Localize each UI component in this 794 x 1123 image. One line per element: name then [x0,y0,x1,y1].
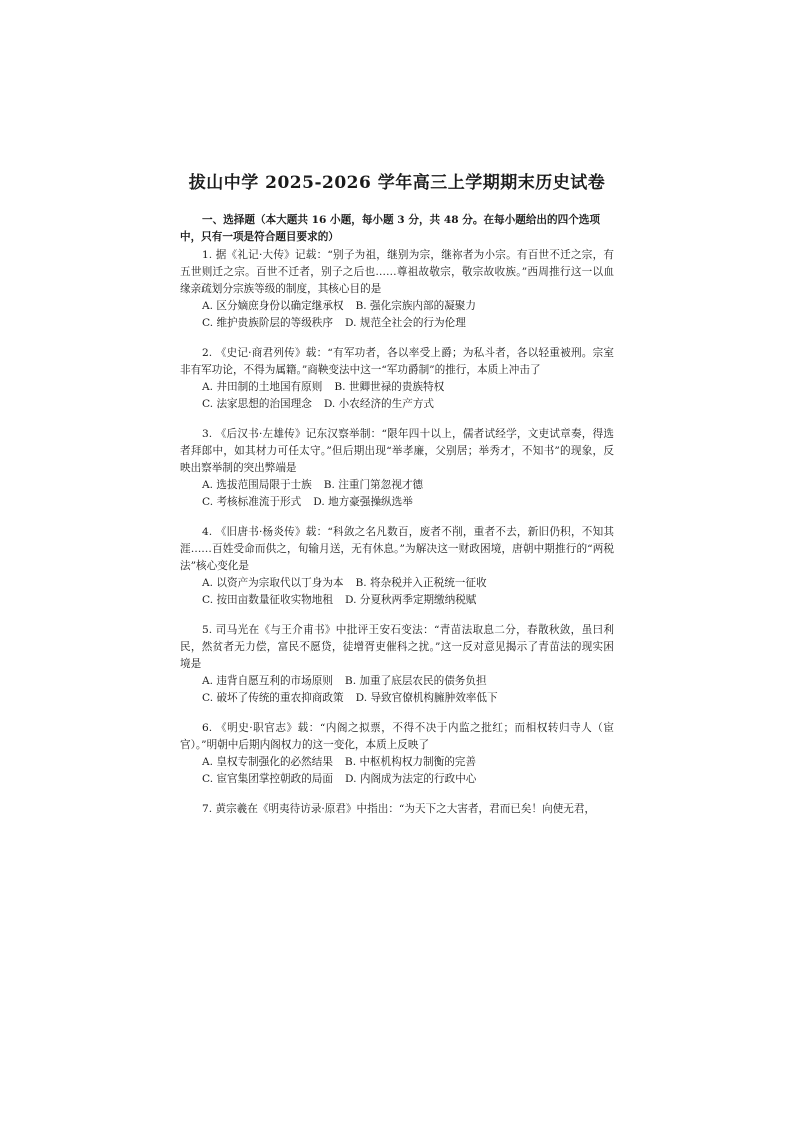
section-heading: 一、选择题（本大题共 16 小题，每小题 3 分，共 48 分。在每小题给出的四个选项中，只有一项是符合题目要求的） [180,214,600,243]
option-c: C. 破坏了传统的重农抑商政策 [202,692,344,704]
option-b: B. 将杂税并入正税统一征收 [355,577,487,589]
question-stem: 3. 《后汉书·左雄传》记东汉察举制：“限年四十以上，儒者试经学，文吏试章奏，得选者拜郎中，如其材力可任太守。”但后期出现“举孝廉，父别居；举秀才，不知书”的现象，反映出察举制的突出弊端是 [180,428,614,474]
option-b: B. 中枢机构权力制衡的完善 [344,756,476,768]
option-c: C. 法家思想的治国理念 [202,398,312,410]
option-row [202,673,614,690]
option-row [202,771,614,788]
option-d: D. 小农经济的生产方式 [323,398,435,410]
option-a: A. 选拔范围局限于士族 [202,479,312,491]
exam-content [180,212,614,831]
option-b: B. 世卿世禄的贵族特权 [334,381,445,393]
option-row [202,477,614,494]
option-c: C. 按田亩数量征收实物地租 [202,594,333,606]
option-c: C. 维护贵族阶层的等级秩序 [202,317,333,329]
question-stem: 5. 司马光在《与王介甫书》中批评王安石变法：“青苗法取息二分，春散秋敛，虽曰利民，然贫者无力偿，富民不愿贷，徒增胥吏催科之扰。”这一反对意见揭示了青苗法的现实困境是 [180,624,614,670]
option-row [202,298,614,315]
option-c: C. 宦官集团掌控朝政的局面 [202,773,333,785]
question-3 [180,426,614,511]
question-stem: 1. 据《礼记·大传》记载：“别子为祖，继别为宗，继祢者为小宗。有百世不迁之宗，有五世则迁之宗。百世不迁者，别子之后也……尊祖故敬宗，敬宗故收族。”西周推行这一以血缘亲疏划分宗族等级的制度，其核心目的是 [180,249,614,295]
question-stem: 4. 《旧唐书·杨炎传》载：“科敛之名凡数百，废者不削，重者不去，新旧仍积，不知其涯……百姓受命而供之，旬输月送，无有休息。”为解决这一财政困境，唐朝中期推行的“两税法”核心变化是 [180,526,614,572]
option-d: D. 规范全社会的行为伦理 [345,317,466,329]
question-4 [180,524,614,609]
question-1 [180,247,614,332]
question-5 [180,622,614,707]
option-b: B. 强化宗族内部的凝聚力 [355,300,476,312]
option-d: D. 内阁成为法定的行政中心 [345,773,477,785]
option-b: B. 加重了底层农民的债务负担 [344,675,487,687]
option-d: D. 分夏秋两季定期缴纳税赋 [345,594,477,606]
question-2 [180,345,614,413]
option-a: A. 井田制的土地国有原则 [202,381,323,393]
option-row [202,396,614,413]
option-a: A. 以资产为宗取代以丁身为本 [202,577,344,589]
option-row [202,690,614,707]
option-a: A. 区分嫡庶身份以确定继承权 [202,300,344,312]
option-a: A. 违背自愿互利的市场原则 [202,675,333,687]
option-row [202,575,614,592]
option-d: D. 导致官僚机构臃肿效率低下 [355,692,498,704]
exam-title: 拔山中学 2025-2026 学年高三上学期期末历史试卷 [188,173,606,193]
option-a: A. 皇权专制强化的必然结果 [202,756,333,768]
option-row [202,315,614,332]
question-6 [180,720,614,788]
option-row [202,754,614,771]
question-7 [180,801,614,818]
option-c: C. 考核标准流于形式 [202,496,302,508]
question-stem: 7. 黄宗羲在《明夷待访录·原君》中指出：“为天下之大害者，君而已矣！向使无君， [202,803,596,815]
question-stem: 6. 《明史·职官志》载：“内阁之拟票，不得不决于内监之批红；而相权转归寺人（宦官）。”明朝中后期内阁权力的这一变化，本质上反映了 [180,722,614,751]
option-d: D. 地方豪强操纵选举 [313,496,413,508]
question-stem: 2. 《史记·商君列传》载：“有军功者，各以率受上爵；为私斗者，各以轻重被刑。宗室非有军功论，不得为属籍。”商鞅变法中这一“军功爵制”的推行，本质上冲击了 [180,347,614,376]
option-row [202,379,614,396]
option-row [202,592,614,609]
option-b: B. 注重门第忽视才德 [323,479,424,491]
option-row [202,494,614,511]
